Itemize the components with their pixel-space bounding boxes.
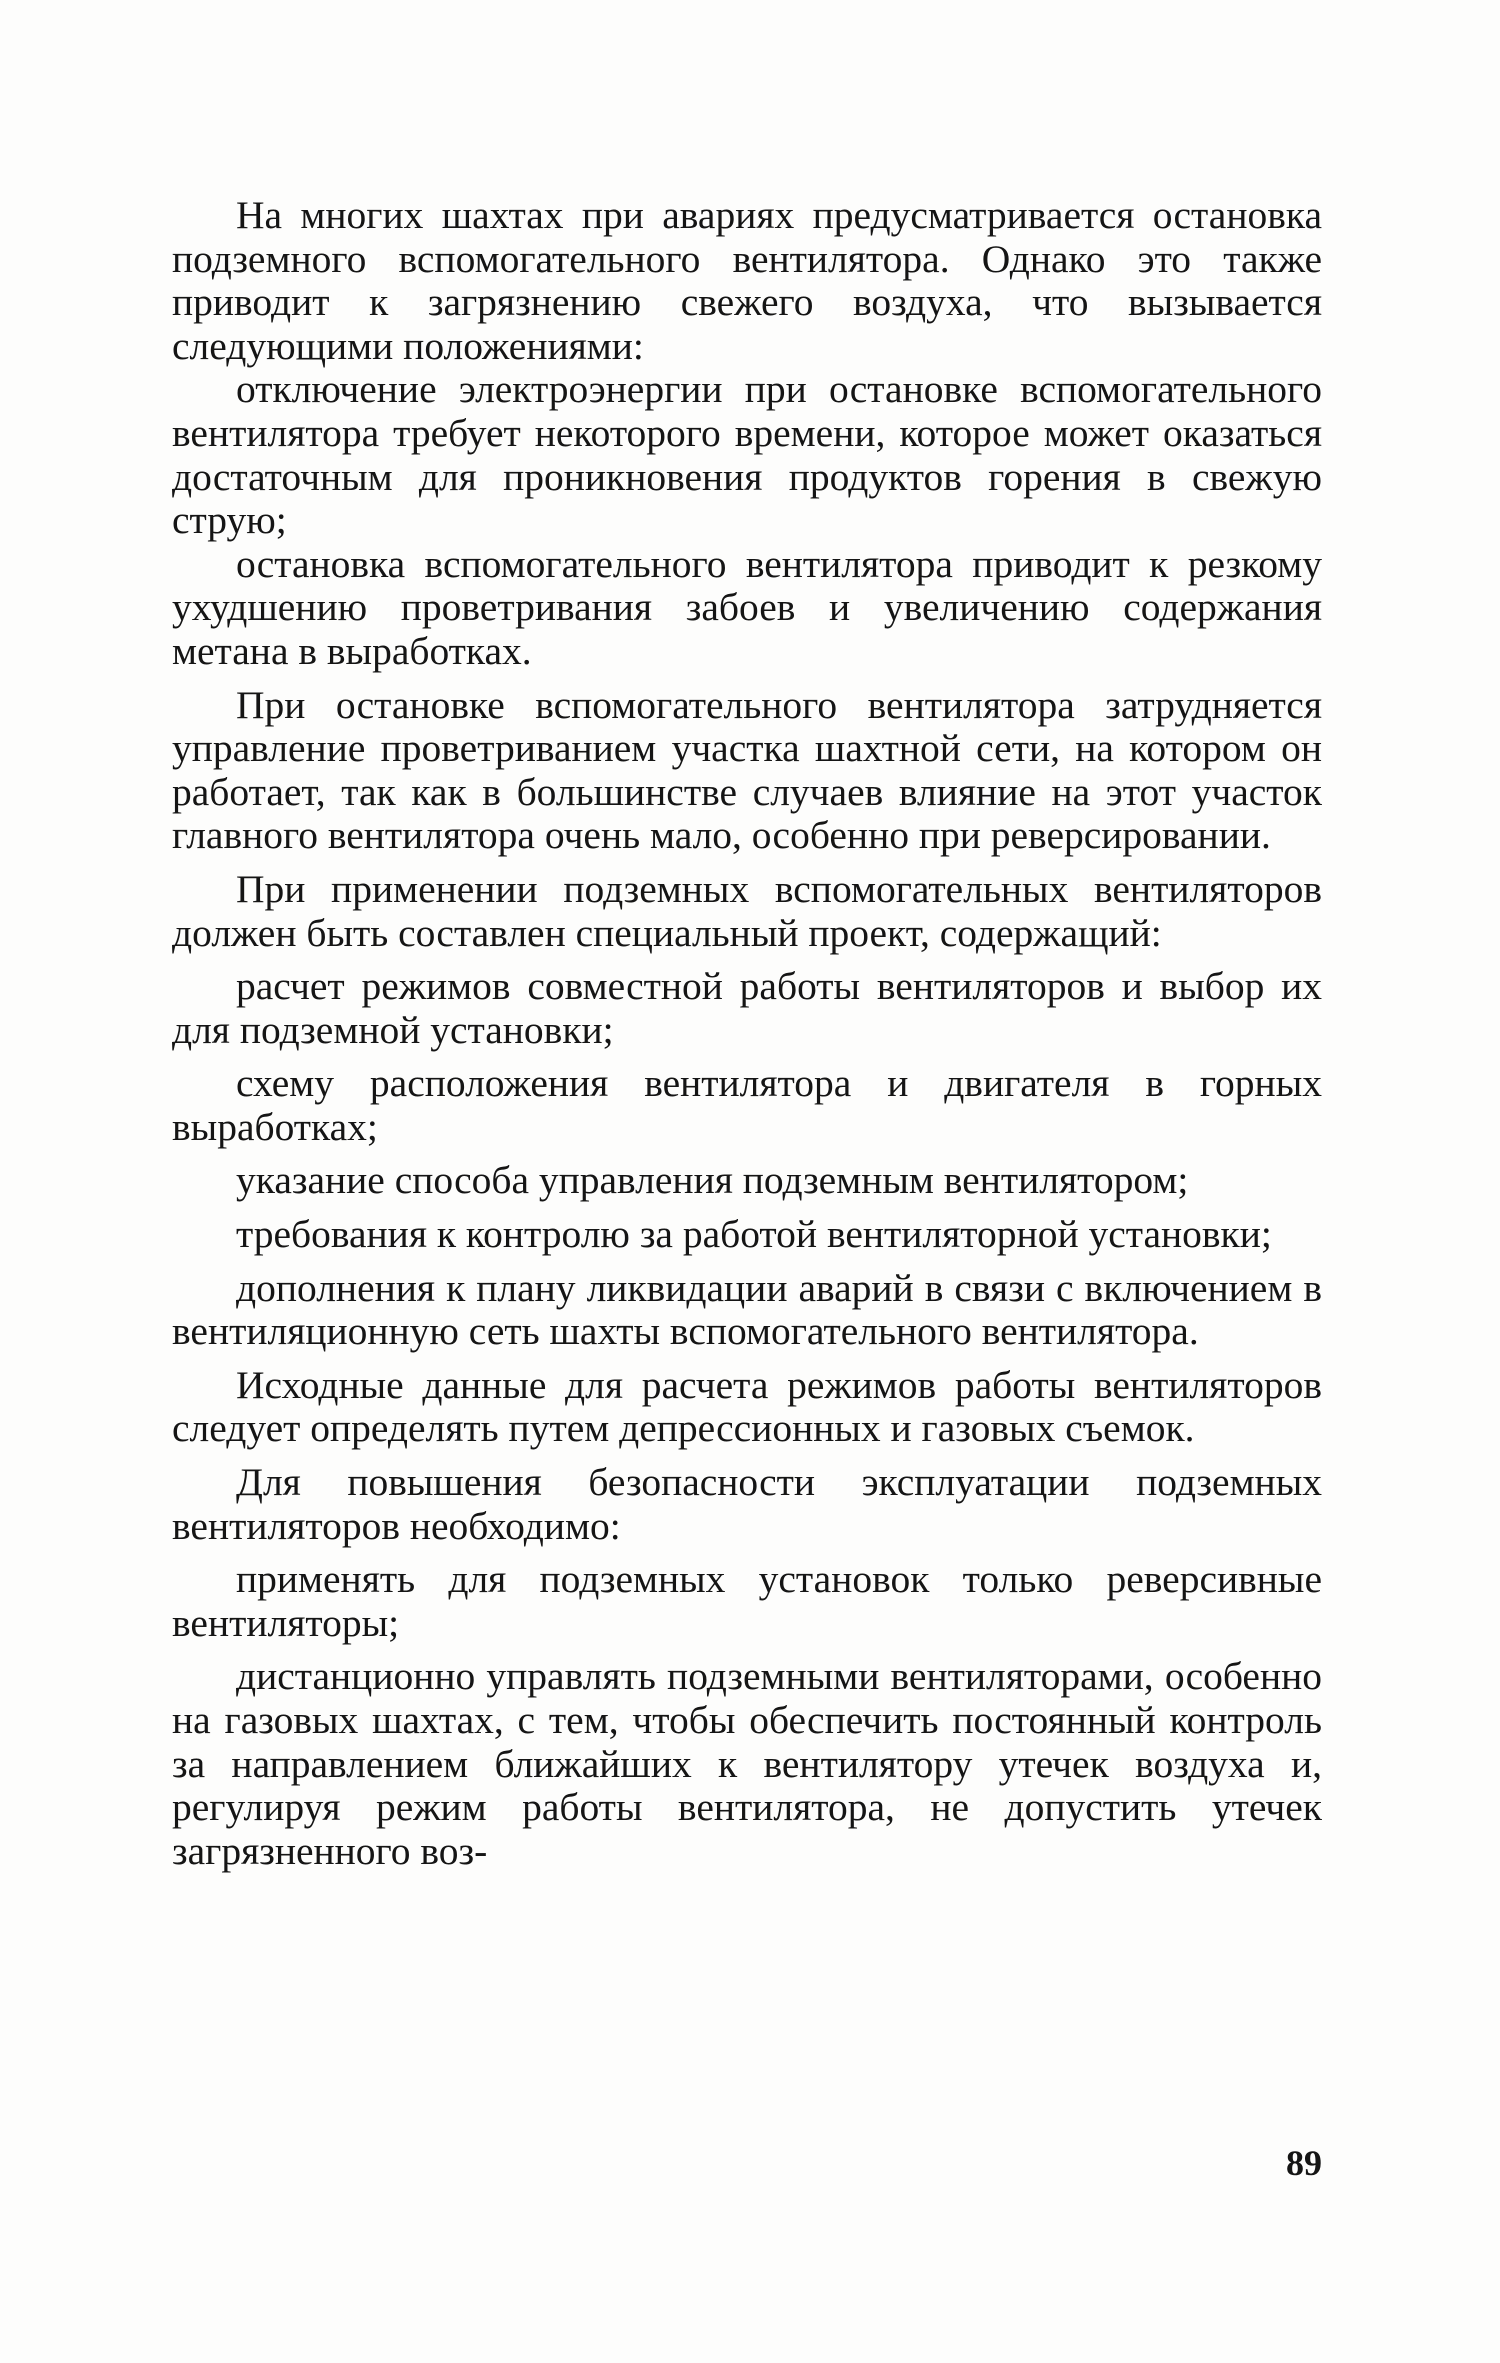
paragraph-11: Исходные данные для расчета режимов работы вентиляторов следует определять путем депрессионных и газовых съемок. [172, 1362, 1322, 1451]
paragraph-12: Для повышения безопасности эксплуатации подземных вентиляторов необходимо: [172, 1460, 1322, 1548]
paragraph-9: требования к контролю за работой вентиляторной установки; [236, 1212, 1272, 1257]
paragraph-5: При применении подземных вспомогательных вентиляторов должен быть составлен специальный проект, содержащий: [172, 866, 1322, 955]
body-text [172, 194, 1322, 1873]
paragraph-2: отключение электроэнергии при остановке вспомогательного вентилятора требует некоторого времени, которое может оказаться достаточным для проникновения продуктов горения в свежую струю; [172, 367, 1322, 543]
paragraph-14: дистанционно управлять подземными вентиляторами, особенно на газовых шахтах, с тем, чтобы обеспечить постоянный контроль за направлением ближайших к вентилятору утечек воздуха и, регулируя режим работы вентилятора, не допустить утечек загрязненного воз- [172, 1654, 1322, 1873]
paragraph-10: дополнения к плану ликвидации аварий в связи с включением в вентиляционную сеть шахты вспомогательного вентилятора. [172, 1265, 1322, 1354]
paragraph-8: указание способа управления подземным вентилятором; [236, 1158, 1189, 1203]
paragraph-13: применять для подземных установок только реверсивные вентиляторы; [172, 1557, 1322, 1645]
paragraph-6: расчет режимов совместной работы вентиляторов и выбор их для подземной установки; [172, 964, 1322, 1052]
page-number: 89 [1286, 2143, 1322, 2183]
paragraph-4: При остановке вспомогательного вентилятора затрудняется управление проветриванием участка шахтной сети, на котором он работает, так как в большинстве случаев влияние на этот участок главного вентилятора очень мало, особенно при реверсировании. [172, 682, 1322, 858]
paragraph-1: На многих шахтах при авариях предусматривается остановка подземного вспомогательного вентилятора. Однако это также приводит к загрязнению свежего воздуха, что вызывается следующими положениями: [172, 193, 1322, 368]
paragraph-3: остановка вспомогательного вентилятора приводит к резкому ухудшению проветривания забоев и увеличению содержания метана в выработках. [172, 541, 1322, 673]
paragraph-7: схему расположения вентилятора и двигателя в горных выработках; [172, 1061, 1322, 1149]
